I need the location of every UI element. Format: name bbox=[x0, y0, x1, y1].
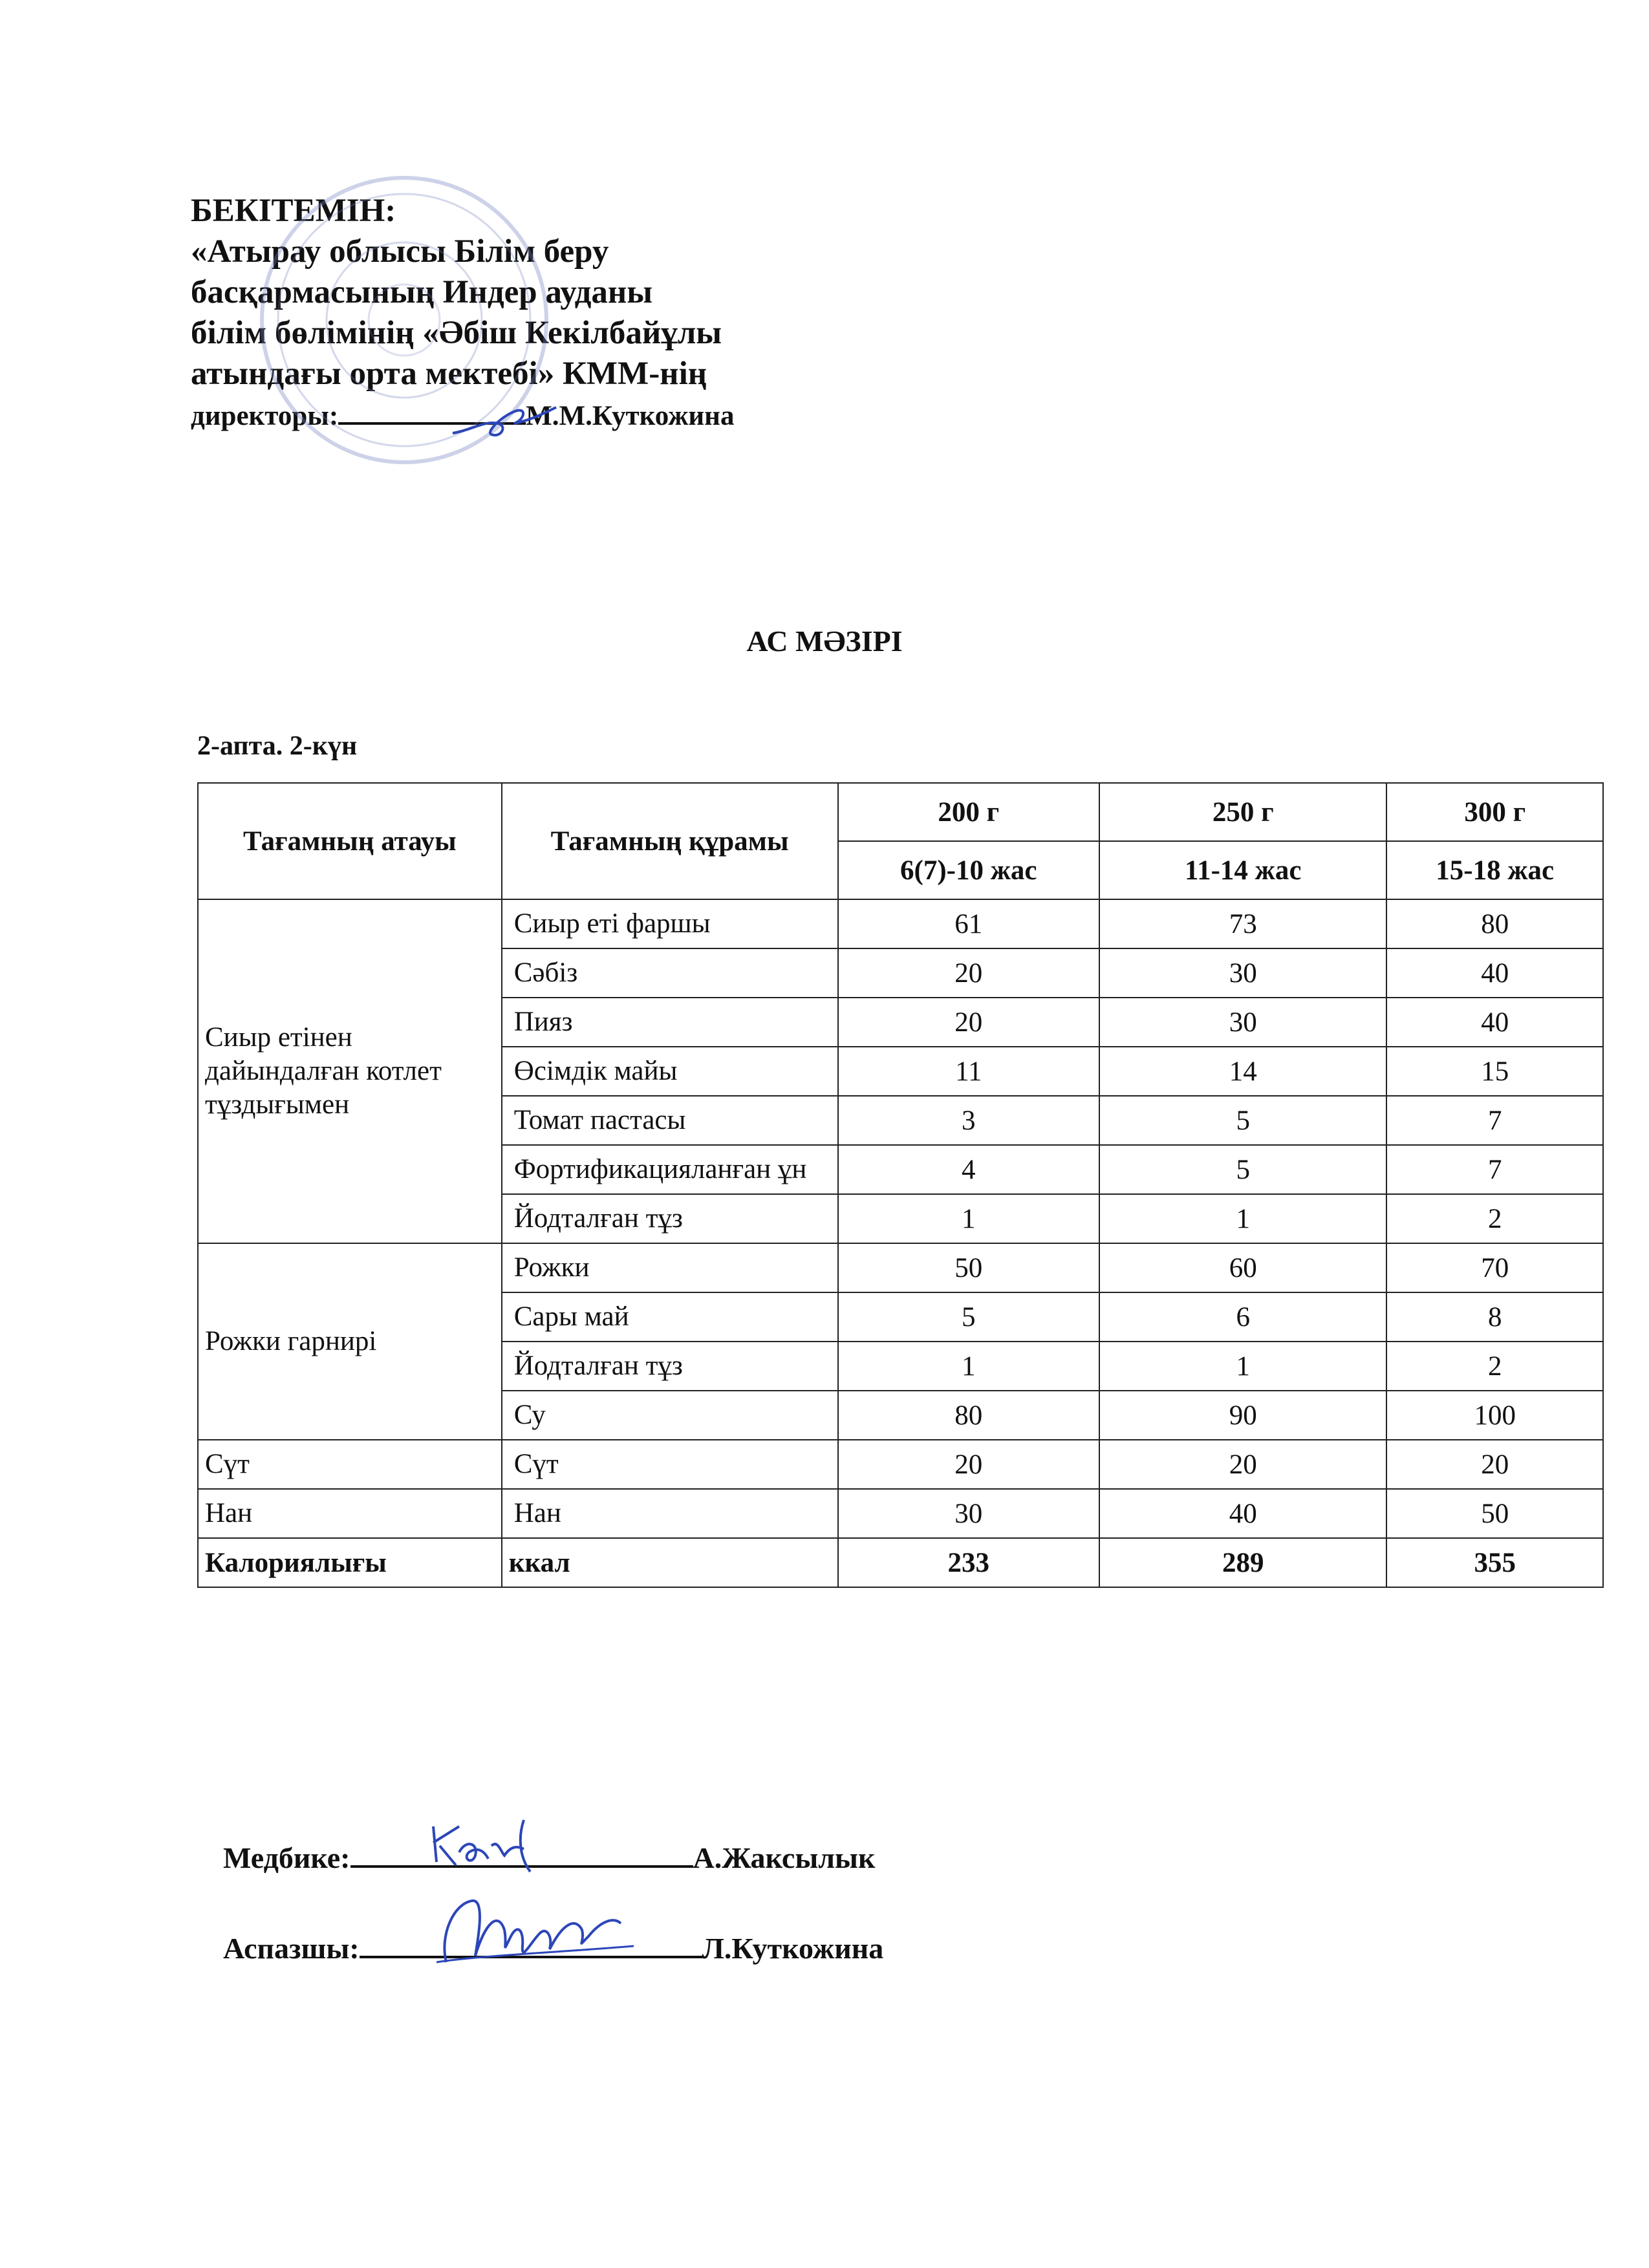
amount-cell: 30 bbox=[1099, 998, 1386, 1047]
header-row-portions bbox=[198, 783, 1603, 841]
ingredient-name: Сәбіз bbox=[502, 948, 838, 998]
staff-role: Медбике: bbox=[223, 1841, 350, 1874]
amount-cell: 30 bbox=[838, 1489, 1100, 1538]
week-day-label: 2-апта. 2-күн bbox=[197, 731, 358, 761]
director-name: М.М.Куткожина bbox=[526, 401, 735, 431]
ingredient-name: Су bbox=[502, 1391, 838, 1440]
ingredient-name: Фортификацияланған ұн bbox=[502, 1145, 838, 1194]
amount-cell: 20 bbox=[838, 948, 1100, 998]
approval-line-3: білім бөлімінің «Әбіш Кекілбайұлы bbox=[191, 315, 722, 351]
total-value: 233 bbox=[838, 1538, 1100, 1587]
header-portion-2: 250 г bbox=[1099, 783, 1386, 841]
amount-cell: 2 bbox=[1386, 1194, 1603, 1243]
total-value: 289 bbox=[1099, 1538, 1386, 1587]
total-label: Калориялығы bbox=[198, 1538, 502, 1587]
amount-cell: 80 bbox=[1386, 899, 1603, 948]
total-unit: ккал bbox=[502, 1538, 838, 1587]
total-value: 355 bbox=[1386, 1538, 1603, 1587]
ingredient-name: Пияз bbox=[502, 998, 838, 1047]
amount-cell: 6 bbox=[1099, 1292, 1386, 1342]
staff-role: Аспазшы: bbox=[223, 1932, 360, 1965]
ingredient-name: Өсімдік майы bbox=[502, 1047, 838, 1096]
header-age-1: 6(7)-10 жас bbox=[838, 841, 1100, 899]
amount-cell: 20 bbox=[838, 1440, 1100, 1489]
director-signature bbox=[446, 394, 563, 446]
signature-line bbox=[360, 1930, 702, 1958]
amount-cell: 90 bbox=[1099, 1391, 1386, 1440]
amount-cell: 20 bbox=[1386, 1440, 1603, 1489]
page-title: АС МӘЗІРІ bbox=[746, 625, 903, 658]
header-age-2: 11-14 жас bbox=[1099, 841, 1386, 899]
amount-cell: 100 bbox=[1386, 1391, 1603, 1440]
amount-cell: 1 bbox=[838, 1194, 1100, 1243]
amount-cell: 8 bbox=[1386, 1292, 1603, 1342]
ingredient-name: Томат пастасы bbox=[502, 1096, 838, 1145]
amount-cell: 5 bbox=[1099, 1096, 1386, 1145]
amount-cell: 1 bbox=[1099, 1342, 1386, 1391]
amount-cell: 5 bbox=[838, 1292, 1100, 1342]
amount-cell: 30 bbox=[1099, 948, 1386, 998]
amount-cell: 7 bbox=[1386, 1096, 1603, 1145]
header-portion-3: 300 г bbox=[1386, 783, 1603, 841]
staff-cook bbox=[223, 1930, 883, 1965]
header-portion-1: 200 г bbox=[838, 783, 1100, 841]
table-row bbox=[198, 1440, 1603, 1489]
amount-cell: 1 bbox=[1099, 1194, 1386, 1243]
dish-name: Нан bbox=[198, 1489, 502, 1538]
ingredient-name: Сары май bbox=[502, 1292, 838, 1342]
ingredient-name: Йодталған тұз bbox=[502, 1194, 838, 1243]
signature-line bbox=[350, 1839, 693, 1868]
table-row bbox=[198, 899, 1603, 948]
table-row bbox=[198, 1243, 1603, 1292]
dish-name: Сүт bbox=[198, 1440, 502, 1489]
dish-name: Рожки гарнирі bbox=[198, 1243, 502, 1440]
amount-cell: 80 bbox=[838, 1391, 1100, 1440]
amount-cell: 20 bbox=[838, 998, 1100, 1047]
approval-line-1: «Атырау облысы Білім беру bbox=[191, 233, 609, 270]
approval-heading: БЕКІТЕМІН: bbox=[191, 193, 396, 229]
ingredient-name: Нан bbox=[502, 1489, 838, 1538]
amount-cell: 2 bbox=[1386, 1342, 1603, 1391]
ingredient-name: Сүт bbox=[502, 1440, 838, 1489]
amount-cell: 73 bbox=[1099, 899, 1386, 948]
approval-line-4: атындағы орта мектебі» КММ-нің bbox=[191, 356, 707, 392]
menu-table bbox=[197, 782, 1604, 1588]
table-row bbox=[198, 1489, 1603, 1538]
header-dish: Тағамның атауы bbox=[198, 783, 502, 899]
amount-cell: 15 bbox=[1386, 1047, 1603, 1096]
amount-cell: 60 bbox=[1099, 1243, 1386, 1292]
total-row bbox=[198, 1538, 1603, 1587]
director-label: директоры: bbox=[191, 401, 339, 431]
staff-name: А.Жаксылык bbox=[693, 1841, 876, 1874]
dish-name: Сиыр етінен дайындалған котлет тұздығымен bbox=[198, 899, 502, 1243]
ingredient-name: Сиыр еті фаршы bbox=[502, 899, 838, 948]
amount-cell: 4 bbox=[838, 1145, 1100, 1194]
amount-cell: 5 bbox=[1099, 1145, 1386, 1194]
header-composition: Тағамның құрамы bbox=[502, 783, 838, 899]
amount-cell: 40 bbox=[1386, 948, 1603, 998]
amount-cell: 3 bbox=[838, 1096, 1100, 1145]
amount-cell: 1 bbox=[838, 1342, 1100, 1391]
header-age-3: 15-18 жас bbox=[1386, 841, 1603, 899]
amount-cell: 61 bbox=[838, 899, 1100, 948]
approval-line-2: басқармасының Индер ауданы bbox=[191, 274, 653, 310]
amount-cell: 40 bbox=[1386, 998, 1603, 1047]
amount-cell: 50 bbox=[838, 1243, 1100, 1292]
ingredient-name: Йодталған тұз bbox=[502, 1342, 838, 1391]
amount-cell: 70 bbox=[1386, 1243, 1603, 1292]
ingredient-name: Рожки bbox=[502, 1243, 838, 1292]
amount-cell: 50 bbox=[1386, 1489, 1603, 1538]
amount-cell: 20 bbox=[1099, 1440, 1386, 1489]
amount-cell: 11 bbox=[838, 1047, 1100, 1096]
amount-cell: 7 bbox=[1386, 1145, 1603, 1194]
staff-name: Л.Куткожина bbox=[702, 1932, 884, 1965]
amount-cell: 40 bbox=[1099, 1489, 1386, 1538]
amount-cell: 14 bbox=[1099, 1047, 1386, 1096]
staff-nurse bbox=[223, 1839, 875, 1875]
